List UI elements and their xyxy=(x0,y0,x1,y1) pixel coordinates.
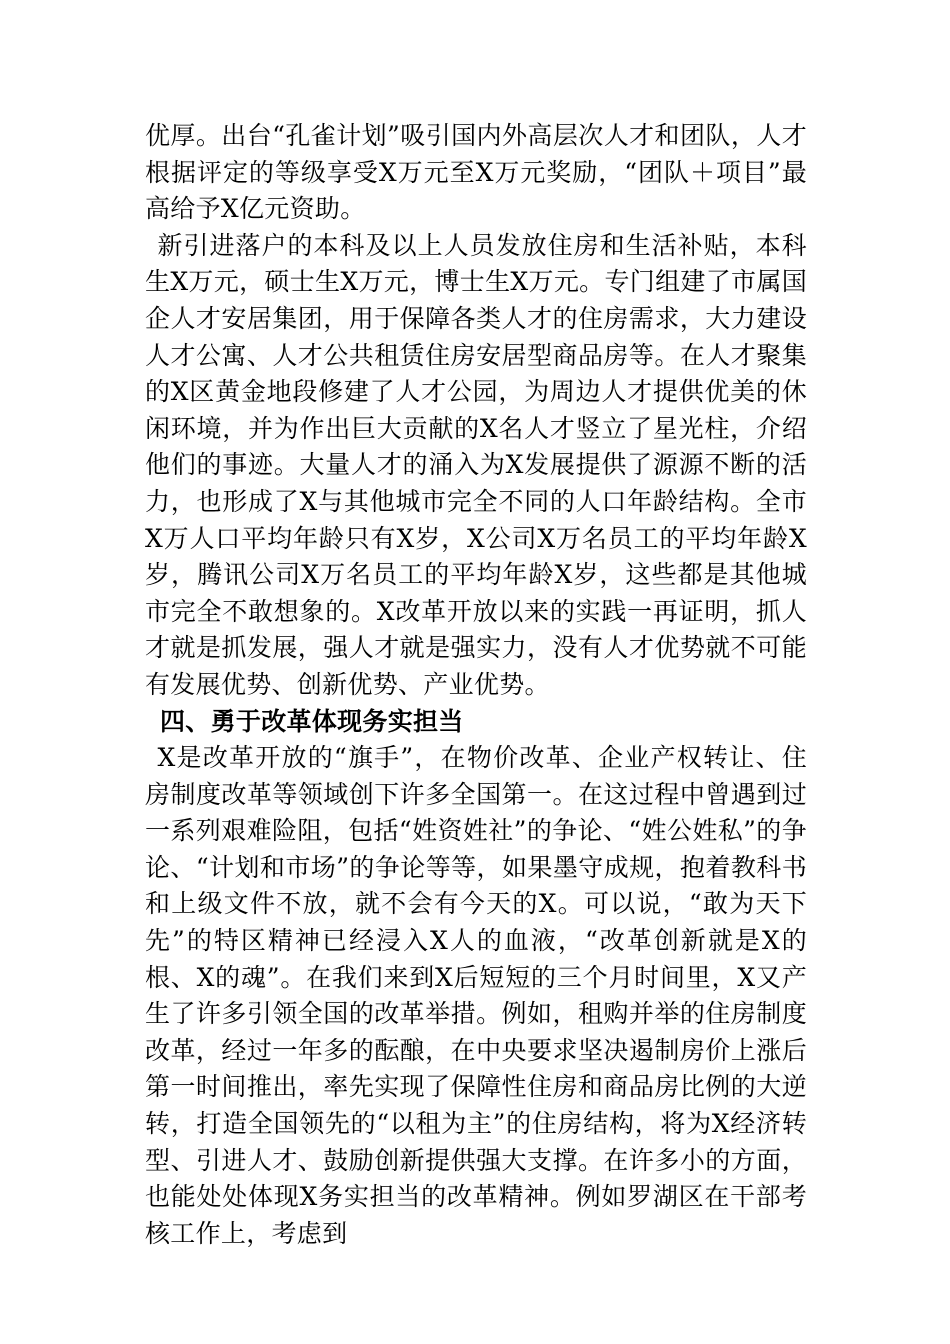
paragraph-reform: X是改革开放的“旗手”，在物价改革、企业产权转让、住房制度改革等领域创下许多全国第一。在这过程中曾遇到过一系列艰难险阻，包括“姓资姓社”的争论、“姓公姓私”的争论、“计划和市场”的争论等等，如果墨守成规，抱着教科书和上级文件不放，就不会有今天的X。可以说，“敢为天下先”的特区精神已经浸入X人的血液，“改革创新就是X的根、X的魂”。在我们来到X后短短的三个月时间里，X又产生了许多引领全国的改革举措。例如，租购并举的住房制度改革，经过一年多的酝酿，在中央要求坚决遏制房价上涨后第一时间推出，率先实现了保障性住房和商品房比例的大逆转，打造全国领先的“以租为主”的住房结构，将为X经济转型、引进人才、鼓励创新提供强大支撑。在许多小的方面，也能处处体现X务实担当的改革精神。例如罗湖区在干部考核工作上，考虑到 xyxy=(145,743,807,1248)
document-page xyxy=(145,118,807,1252)
paragraph-continued: 优厚。出台“孔雀计划”吸引国内外高层次人才和团队，人才根据评定的等级享受X万元至X万元奖励，“团队＋项目”最高给予X亿元资助。 xyxy=(145,121,807,224)
section-heading: 四、勇于改革体现务实担当 xyxy=(160,706,464,736)
paragraph-talent-subsidy: 新引进落户的本科及以上人员发放住房和生活补贴，本科生X万元，硕士生X万元，博士生X万元。专门组建了市属国企人才安居集团，用于保障各类人才的住房需求，大力建设人才公寓、人才公共租赁住房安居型商品房等。在人才聚集的X区黄金地段修建了人才公园，为周边人才提供优美的休闲环境，并为作出巨大贡献的X名人才竖立了星光柱，介绍他们的事迹。大量人才的涌入为X发展提供了源源不断的活力，也形成了X与其他城市完全不同的人口年龄结构。全市X万人口平均年龄只有X岁，X公司X万名员工的平均年龄X岁，腾讯公司X万名员工的平均年龄X岁，这些都是其他城市完全不敢想象的。X改革开放以来的实践一再证明，抓人才就是抓发展，强人才就是强实力，没有人才优势就不可能有发展优势、创新优势、产业优势。 xyxy=(145,230,807,699)
